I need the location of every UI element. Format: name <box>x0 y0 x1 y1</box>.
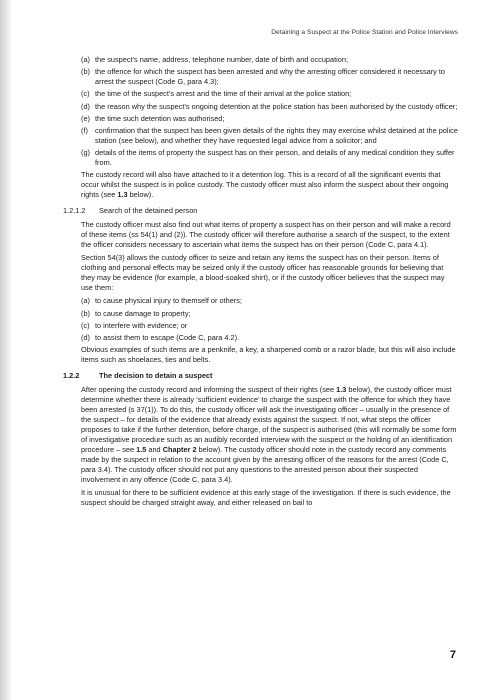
list-item-label: (f) <box>81 125 88 135</box>
list-item-text: to assist them to escape (Code C, para 4.2). <box>95 332 240 342</box>
text-run: After opening the custody record and informing the suspect of their rights (see <box>81 385 337 395</box>
paragraph-search-2: Section 54(3) allows the custody officer to seize and retain any items the suspect has on their person. Items of clothing and personal effects may be seized only if the custody officer has reasonable grounds for believing that they may be evidence (for example, a blood-soaked shirt), or if the custody officer believes that the suspect may use them: <box>81 253 445 293</box>
paragraph-search-3: Obvious examples of such items are a penknife, a key, a sharpened comb or a razor blade, but this will also include items such as shoelaces, ties and belts. <box>81 345 456 365</box>
page-number: 7 <box>449 649 456 661</box>
list-item-text: to cause physical injury to themself or others; <box>95 296 242 306</box>
list-item <box>81 89 458 99</box>
list-item <box>81 309 458 319</box>
list-item-text: to interfere with evidence; or <box>95 320 188 330</box>
list-item <box>81 114 458 124</box>
list-item-text: the offence for which the suspect has been arrested and why the arresting officer considered it necessary to arrest the suspect (Code G, para 4.3); <box>95 67 445 87</box>
list-item-text: to cause damage to property; <box>95 308 191 318</box>
text-run: The custody record will also have attached to it a detention log. This is a record of all the significant events that occur whilst the suspect is in police custody. The custody officer must also inform the suspect about their ongoing rights (see <box>81 170 449 200</box>
section-title: The decision to detain a suspect <box>99 371 213 381</box>
text-run: below), the custody officer must determine whether there is already ‘sufficient evidence’ to charge the suspect with the offence for which they have been arrested (s 37(1)). To do this, the custody officer will ask the investigating officer – usually in the presence of the suspect – for details of the evidence that already exists against the suspect. If not, what steps the officer proposes to take if the further detention, before charge, of the suspect is authorised (this will normally be some form of investigative procedure such as an audibly recorded interview with the suspect or the holding of an identification procedure – see <box>81 385 457 455</box>
page-edge-shadow <box>0 0 11 700</box>
list-item-label: (a) <box>81 296 90 306</box>
list-item-label: (b) <box>81 308 90 318</box>
list-item-text: confirmation that the suspect has been given details of the rights they may exercise whilst detained at the police station (see below), and whether they have requested legal advice from a solicitor; and <box>95 125 458 145</box>
list-item <box>81 126 458 146</box>
section-number: 1.2.1.2 <box>63 206 86 216</box>
list-item <box>81 102 458 112</box>
text-run: and <box>146 445 163 455</box>
list-item <box>81 67 458 87</box>
text-run: below). The custody officer should note in the custody record any comments made by the suspect in relation to the account given by the arresting officer of the reasons for the arrest (Code C, para 3.4). The custody officer should not put any questions to the arrested person about their suspected involvement in any offence (Code C, para 3.4). <box>81 445 449 485</box>
section-heading-decision <box>63 371 458 381</box>
list-item-label: (d) <box>81 332 90 342</box>
list-item-label: (c) <box>81 320 90 330</box>
custody-record-list <box>63 55 458 168</box>
list-item-label: (g) <box>81 148 90 158</box>
list-item <box>81 333 458 343</box>
list-item-text: details of the items of property the suspect has on their person, and details of any medical condition they suffer from. <box>95 148 455 168</box>
list-item-label: (a) <box>81 55 90 64</box>
cross-reference: 1.5 <box>136 445 147 455</box>
list-item-text: the suspect’s name, address, telephone number, date of birth and occupation; <box>95 55 348 64</box>
list-item-text: the time such detention was authorised; <box>95 113 225 123</box>
list-item <box>81 296 458 306</box>
cross-reference: 1.3 <box>336 385 347 395</box>
cross-reference: Chapter 2 <box>162 445 197 455</box>
list-item <box>81 148 458 168</box>
page-content <box>63 55 458 511</box>
cross-reference: 1.3 <box>117 190 128 200</box>
paragraph-unusual: It is unusual for there to be sufficient evidence at this early stage of the investigation. If there is such evidence, the suspect should be charged straight away, and either released on bail to <box>81 488 451 508</box>
paragraph-search-1: The custody officer must also find out what items of property a suspect has on their person and will make a record of these items (ss 54(1) and (2)). The custody officer will therefore authorise a search of the suspect, to the extent the officer considers necessary to ascertain what items the suspect has on their person (Code C, para 4.1). <box>81 220 451 250</box>
paragraph-decision <box>81 385 458 485</box>
section-heading-search <box>63 206 458 216</box>
paragraph-detention-log <box>81 170 458 200</box>
list-item-label: (e) <box>81 113 90 123</box>
text-run: below). <box>127 190 154 200</box>
section-number: 1.2.2 <box>63 371 80 381</box>
seizure-reasons-list <box>63 296 458 343</box>
list-item-text: the reason why the suspect’s ongoing detention at the police station has been authorised by the custody officer; <box>95 101 458 111</box>
list-item-label: (b) <box>81 67 90 77</box>
list-item-text: the time of the suspect’s arrest and the time of their arrival at the police station; <box>95 89 352 99</box>
list-item <box>81 321 458 331</box>
list-item-label: (d) <box>81 101 90 111</box>
list-item <box>81 55 458 65</box>
running-header: Detaining a Suspect at the Police Station and Police Interviews <box>271 29 458 36</box>
list-item-label: (c) <box>81 89 90 99</box>
section-title: Search of the detained person <box>99 206 198 216</box>
